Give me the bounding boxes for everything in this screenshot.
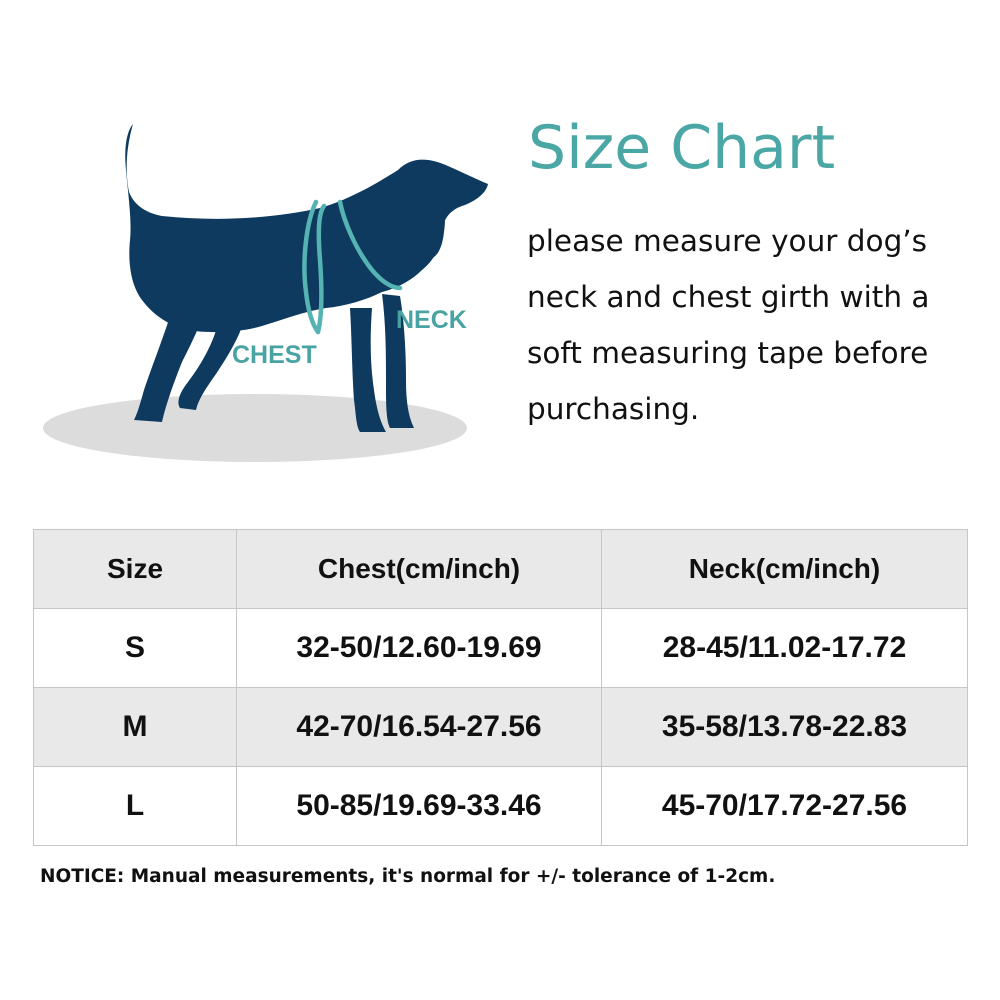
size-table <box>33 529 968 846</box>
size-cell: S <box>34 609 237 688</box>
table-row <box>34 688 968 767</box>
page-title: Size Chart <box>528 113 836 183</box>
table-row <box>34 609 968 688</box>
neck-cell: 35-58/13.78-22.83 <box>602 688 968 767</box>
neck-label: NECK <box>396 306 467 334</box>
table-header-row <box>34 530 968 609</box>
neck-cell: 45-70/17.72-27.56 <box>602 767 968 846</box>
chest-cell: 50-85/19.69-33.46 <box>237 767 602 846</box>
column-header-size: Size <box>34 530 237 609</box>
chest-label: CHEST <box>232 341 317 369</box>
chest-cell: 32-50/12.60-19.69 <box>237 609 602 688</box>
size-cell: M <box>34 688 237 767</box>
column-header-chest: Chest(cm/inch) <box>237 530 602 609</box>
tolerance-notice: NOTICE: Manual measurements, it's normal for +/- tolerance of 1-2cm. <box>40 866 776 887</box>
column-header-neck: Neck(cm/inch) <box>602 530 968 609</box>
table-row <box>34 767 968 846</box>
size-cell: L <box>34 767 237 846</box>
neck-cell: 28-45/11.02-17.72 <box>602 609 968 688</box>
dog-illustration <box>30 110 490 480</box>
chest-cell: 42-70/16.54-27.56 <box>237 688 602 767</box>
measuring-instructions: please measure your dog’s neck and chest girth with a soft measuring tape before purchasing. <box>527 224 930 426</box>
